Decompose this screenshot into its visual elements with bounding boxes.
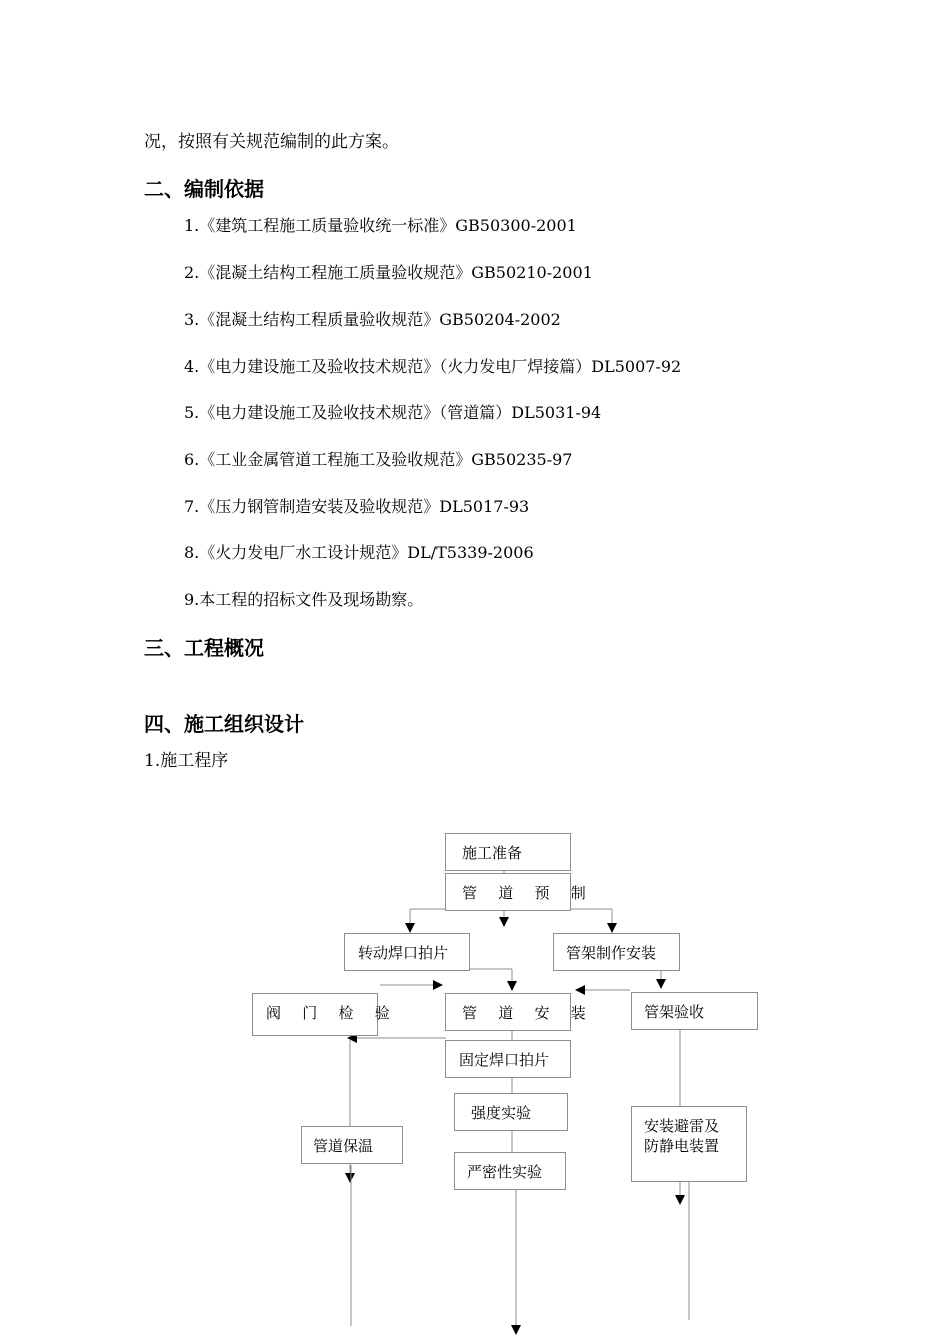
subheading-procedure: 1.施工程序 (144, 751, 229, 771)
section-heading-overview: 三、工程概况 (144, 636, 264, 660)
flow-box-install (445, 993, 595, 1031)
flow-label-fixed-weld: 固定焊口拍片 (459, 1051, 550, 1069)
flow-label-prep: 施工准备 (462, 844, 523, 862)
reference-item-5: 5.《电力建设施工及验收技术规范》（管道篇）DL5031-94 (184, 403, 602, 422)
reference-item-8: 8.《火力发电厂水工设计规范》DL/T5339-2006 (184, 543, 534, 562)
flow-box-prefab (445, 873, 595, 911)
flow-box-support-accept (631, 992, 758, 1030)
reference-item-1: 1.《建筑工程施工质量验收统一标准》GB50300-2001 (184, 216, 577, 235)
flow-label-lightning-line1: 安装避雷及 (644, 1117, 720, 1135)
flow-label-install: 管 道 安 装 (462, 1004, 595, 1022)
reference-item-3: 3.《混凝土结构工程质量验收规范》GB50204-2002 (184, 310, 561, 329)
reference-item-7: 7.《压力钢管制造安装及验收规范》DL5017-93 (184, 497, 530, 516)
flow-box-valve-check (252, 993, 399, 1036)
flow-box-fixed-weld (445, 1040, 571, 1078)
section-heading-basis: 二、编制依据 (144, 177, 264, 201)
flow-label-support-accept: 管架验收 (644, 1003, 705, 1021)
flow-box-lightning (631, 1106, 747, 1182)
flow-label-support-fab: 管架制作安装 (566, 944, 657, 962)
flow-box-tightness-test (454, 1152, 566, 1190)
reference-item-9: 9.本工程的招标文件及现场勘察。 (184, 590, 424, 609)
flow-label-valve-check: 阀 门 检 验 (266, 1004, 399, 1022)
intro-fragment: 况，按照有关规范编制的此方案。 (144, 132, 399, 152)
reference-item-6: 6.《工业金属管道工程施工及验收规范》GB50235-97 (184, 450, 573, 469)
flow-label-rotary-weld: 转动焊口拍片 (358, 944, 449, 962)
flow-label-prefab: 管 道 预 制 (462, 884, 595, 902)
flow-label-tightness-test: 严密性实验 (467, 1163, 543, 1181)
flow-label-insulation: 管道保温 (313, 1137, 374, 1155)
flow-label-lightning-line2: 防静电装置 (644, 1137, 720, 1155)
flow-box-support-fab (553, 933, 680, 971)
flow-box-strength-test (454, 1093, 568, 1131)
section-heading-organization: 四、施工组织设计 (144, 712, 304, 736)
flow-label-strength-test: 强度实验 (471, 1104, 532, 1122)
flow-box-insulation (301, 1126, 403, 1164)
reference-item-4: 4.《电力建设施工及验收技术规范》（火力发电厂焊接篇）DL5007-92 (184, 357, 682, 376)
flow-box-prep (445, 833, 571, 871)
reference-item-2: 2.《混凝土结构工程施工质量验收规范》GB50210-2001 (184, 263, 593, 282)
flow-box-rotary-weld (344, 933, 470, 971)
